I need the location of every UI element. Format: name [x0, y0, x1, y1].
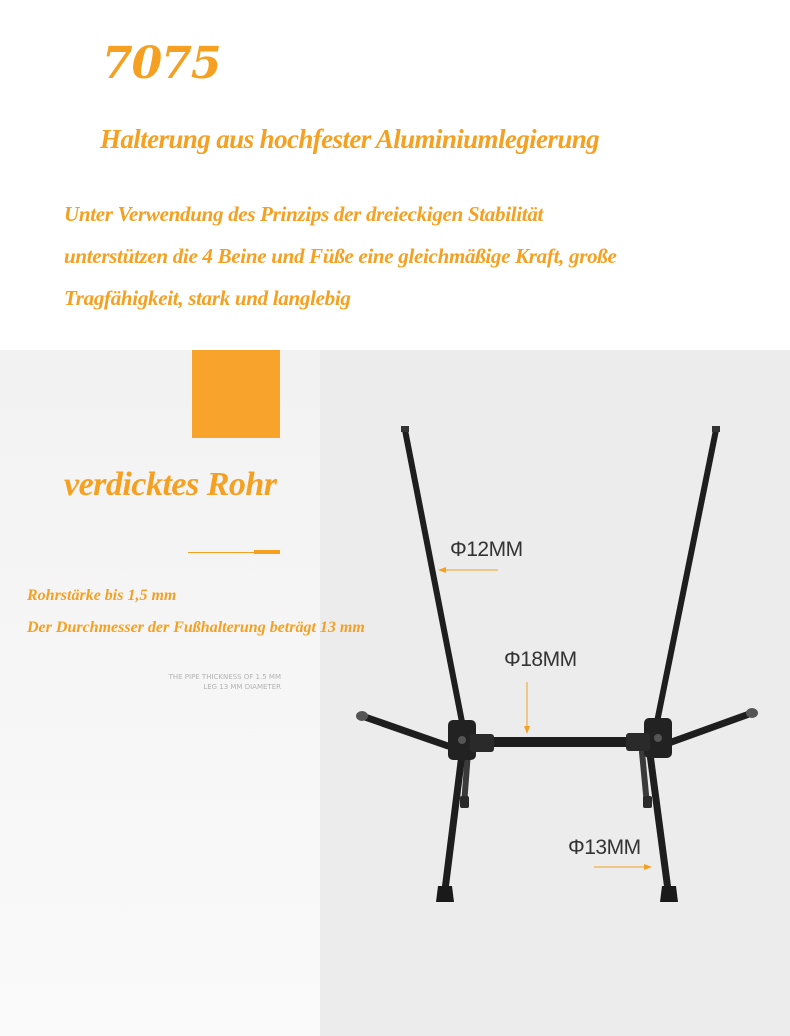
upper-tube-right [657, 430, 716, 722]
top-end-cap-left [401, 426, 409, 432]
intro-line: Unter Verwendung des Prinzips der dreieckigen Stabilität [64, 202, 544, 226]
intro-line: Tragfähigkeit, stark und langlebig [64, 286, 351, 310]
dimension-leg-tube: Φ13MM [568, 836, 641, 859]
joint-bolt-left [458, 736, 466, 744]
arrow-leg-tube-head [644, 864, 652, 870]
model-number: 7075 [102, 38, 221, 89]
front-leg-right [650, 754, 668, 890]
rear-foot-right [643, 796, 652, 808]
side-arm-left [362, 716, 448, 746]
divider-line [188, 552, 258, 553]
feature-title: verdicktes Rohr [64, 466, 277, 503]
feature-panel [0, 350, 320, 1036]
english-note-line: THE PIPE THICKNESS OF 1.5 MM [168, 673, 281, 681]
joint-right-sleeve [626, 733, 650, 751]
dimension-cross-tube: Φ18MM [504, 648, 577, 671]
spec-tube-thickness: Rohrstärke bis 1,5 mm [27, 587, 177, 604]
arrow-upper-tube-head [438, 567, 446, 573]
front-leg-left [445, 754, 462, 890]
arm-end-cap-right [746, 708, 758, 718]
intro-line: unterstützen die 4 Beine und Füße eine gleichmäßige Kraft, große [64, 244, 617, 268]
english-note [100, 672, 281, 692]
divider-accent [254, 550, 280, 554]
arrow-cross-tube-head [524, 726, 530, 734]
chair-frame-illustration [320, 350, 790, 1036]
arm-end-cap-left [356, 711, 368, 721]
rear-foot-left [460, 796, 469, 808]
joint-bolt-right [654, 734, 662, 742]
decorative-square [192, 350, 280, 438]
top-end-cap-right [712, 426, 720, 432]
joint-left-sleeve [470, 734, 494, 752]
dimension-upper-tube: Φ12MM [450, 538, 523, 561]
side-arm-right [666, 713, 752, 744]
front-foot-right [660, 886, 678, 902]
upper-tube-left [405, 430, 462, 722]
english-note-line: LEG 13 MM DIAMETER [203, 683, 281, 691]
front-foot-left [436, 886, 454, 902]
spec-leg-diameter: Der Durchmesser der Fußhalterung beträgt 13 mm [27, 619, 365, 636]
intro-text [64, 193, 764, 319]
page-subtitle: Halterung aus hochfester Aluminiumlegierung [100, 124, 600, 154]
